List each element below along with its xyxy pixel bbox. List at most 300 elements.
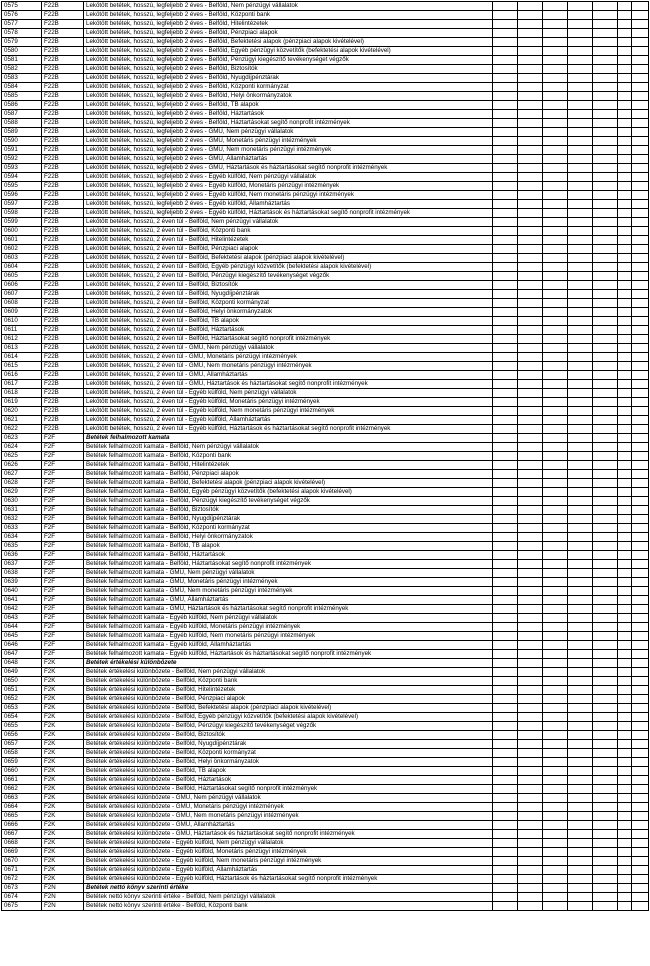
value-cell[interactable]	[632, 686, 649, 695]
value-cell[interactable]	[593, 236, 618, 245]
value-cell[interactable]	[543, 290, 568, 299]
value-cell[interactable]	[568, 830, 593, 839]
value-cell[interactable]	[518, 596, 543, 605]
value-cell[interactable]	[493, 29, 518, 38]
value-cell[interactable]	[618, 623, 632, 632]
value-cell[interactable]	[543, 506, 568, 515]
value-cell[interactable]	[518, 272, 543, 281]
value-cell[interactable]	[568, 416, 593, 425]
value-cell[interactable]	[493, 11, 518, 20]
value-cell[interactable]	[618, 515, 632, 524]
value-cell[interactable]	[632, 335, 649, 344]
value-cell[interactable]	[632, 254, 649, 263]
value-cell[interactable]	[632, 128, 649, 137]
value-cell[interactable]	[543, 362, 568, 371]
value-cell[interactable]	[493, 659, 518, 668]
value-cell[interactable]	[568, 893, 593, 902]
value-cell[interactable]	[632, 362, 649, 371]
value-cell[interactable]	[518, 479, 543, 488]
value-cell[interactable]	[543, 20, 568, 29]
value-cell[interactable]	[493, 2, 518, 11]
value-cell[interactable]	[543, 794, 568, 803]
value-cell[interactable]	[493, 749, 518, 758]
value-cell[interactable]	[543, 875, 568, 884]
value-cell[interactable]	[568, 704, 593, 713]
value-cell[interactable]	[632, 848, 649, 857]
value-cell[interactable]	[518, 821, 543, 830]
value-cell[interactable]	[593, 470, 618, 479]
value-cell[interactable]	[618, 488, 632, 497]
value-cell[interactable]	[568, 488, 593, 497]
value-cell[interactable]	[543, 821, 568, 830]
value-cell[interactable]	[543, 155, 568, 164]
value-cell[interactable]	[493, 47, 518, 56]
value-cell[interactable]	[493, 326, 518, 335]
value-cell[interactable]	[618, 695, 632, 704]
value-cell[interactable]	[543, 830, 568, 839]
value-cell[interactable]	[568, 713, 593, 722]
value-cell[interactable]	[618, 569, 632, 578]
value-cell[interactable]	[493, 488, 518, 497]
value-cell[interactable]	[568, 524, 593, 533]
value-cell[interactable]	[568, 497, 593, 506]
value-cell[interactable]	[543, 65, 568, 74]
value-cell[interactable]	[593, 668, 618, 677]
value-cell[interactable]	[568, 20, 593, 29]
value-cell[interactable]	[568, 749, 593, 758]
value-cell[interactable]	[618, 740, 632, 749]
value-cell[interactable]	[493, 722, 518, 731]
value-cell[interactable]	[518, 92, 543, 101]
value-cell[interactable]	[593, 866, 618, 875]
value-cell[interactable]	[543, 578, 568, 587]
value-cell[interactable]	[593, 344, 618, 353]
value-cell[interactable]	[568, 290, 593, 299]
value-cell[interactable]	[518, 686, 543, 695]
value-cell[interactable]	[618, 317, 632, 326]
value-cell[interactable]	[518, 749, 543, 758]
value-cell[interactable]	[568, 695, 593, 704]
value-cell[interactable]	[493, 803, 518, 812]
value-cell[interactable]	[593, 164, 618, 173]
value-cell[interactable]	[493, 452, 518, 461]
value-cell[interactable]	[618, 884, 632, 893]
value-cell[interactable]	[518, 362, 543, 371]
value-cell[interactable]	[543, 191, 568, 200]
value-cell[interactable]	[632, 146, 649, 155]
value-cell[interactable]	[493, 164, 518, 173]
value-cell[interactable]	[618, 344, 632, 353]
value-cell[interactable]	[543, 164, 568, 173]
value-cell[interactable]	[618, 29, 632, 38]
value-cell[interactable]	[543, 47, 568, 56]
value-cell[interactable]	[568, 812, 593, 821]
value-cell[interactable]	[518, 326, 543, 335]
value-cell[interactable]	[518, 461, 543, 470]
value-cell[interactable]	[618, 416, 632, 425]
value-cell[interactable]	[632, 272, 649, 281]
value-cell[interactable]	[593, 596, 618, 605]
value-cell[interactable]	[493, 281, 518, 290]
value-cell[interactable]	[493, 650, 518, 659]
value-cell[interactable]	[518, 848, 543, 857]
value-cell[interactable]	[543, 731, 568, 740]
value-cell[interactable]	[493, 731, 518, 740]
value-cell[interactable]	[518, 299, 543, 308]
value-cell[interactable]	[593, 281, 618, 290]
value-cell[interactable]	[493, 866, 518, 875]
value-cell[interactable]	[543, 92, 568, 101]
value-cell[interactable]	[593, 506, 618, 515]
value-cell[interactable]	[618, 155, 632, 164]
value-cell[interactable]	[618, 731, 632, 740]
value-cell[interactable]	[518, 578, 543, 587]
value-cell[interactable]	[632, 209, 649, 218]
value-cell[interactable]	[593, 380, 618, 389]
value-cell[interactable]	[518, 191, 543, 200]
value-cell[interactable]	[632, 569, 649, 578]
value-cell[interactable]	[593, 605, 618, 614]
value-cell[interactable]	[518, 110, 543, 119]
value-cell[interactable]	[518, 56, 543, 65]
value-cell[interactable]	[543, 209, 568, 218]
value-cell[interactable]	[518, 830, 543, 839]
value-cell[interactable]	[618, 722, 632, 731]
value-cell[interactable]	[593, 830, 618, 839]
value-cell[interactable]	[593, 137, 618, 146]
value-cell[interactable]	[618, 83, 632, 92]
value-cell[interactable]	[493, 371, 518, 380]
value-cell[interactable]	[568, 479, 593, 488]
value-cell[interactable]	[543, 29, 568, 38]
value-cell[interactable]	[518, 200, 543, 209]
value-cell[interactable]	[593, 101, 618, 110]
value-cell[interactable]	[593, 182, 618, 191]
value-cell[interactable]	[493, 623, 518, 632]
value-cell[interactable]	[632, 605, 649, 614]
value-cell[interactable]	[593, 146, 618, 155]
value-cell[interactable]	[632, 326, 649, 335]
value-cell[interactable]	[518, 128, 543, 137]
value-cell[interactable]	[632, 434, 649, 443]
value-cell[interactable]	[493, 263, 518, 272]
value-cell[interactable]	[593, 263, 618, 272]
value-cell[interactable]	[593, 335, 618, 344]
value-cell[interactable]	[593, 542, 618, 551]
value-cell[interactable]	[518, 731, 543, 740]
value-cell[interactable]	[593, 731, 618, 740]
value-cell[interactable]	[593, 200, 618, 209]
value-cell[interactable]	[568, 326, 593, 335]
value-cell[interactable]	[518, 551, 543, 560]
value-cell[interactable]	[618, 335, 632, 344]
value-cell[interactable]	[568, 263, 593, 272]
value-cell[interactable]	[618, 200, 632, 209]
value-cell[interactable]	[593, 227, 618, 236]
value-cell[interactable]	[493, 119, 518, 128]
value-cell[interactable]	[568, 380, 593, 389]
value-cell[interactable]	[618, 479, 632, 488]
value-cell[interactable]	[593, 209, 618, 218]
value-cell[interactable]	[618, 218, 632, 227]
value-cell[interactable]	[593, 785, 618, 794]
value-cell[interactable]	[593, 254, 618, 263]
value-cell[interactable]	[518, 542, 543, 551]
value-cell[interactable]	[593, 461, 618, 470]
value-cell[interactable]	[568, 137, 593, 146]
value-cell[interactable]	[543, 443, 568, 452]
value-cell[interactable]	[493, 398, 518, 407]
value-cell[interactable]	[632, 290, 649, 299]
value-cell[interactable]	[518, 389, 543, 398]
value-cell[interactable]	[568, 614, 593, 623]
value-cell[interactable]	[543, 236, 568, 245]
value-cell[interactable]	[593, 749, 618, 758]
value-cell[interactable]	[493, 587, 518, 596]
value-cell[interactable]	[493, 218, 518, 227]
value-cell[interactable]	[593, 434, 618, 443]
value-cell[interactable]	[518, 470, 543, 479]
value-cell[interactable]	[593, 272, 618, 281]
value-cell[interactable]	[593, 83, 618, 92]
value-cell[interactable]	[632, 65, 649, 74]
value-cell[interactable]	[632, 74, 649, 83]
value-cell[interactable]	[568, 902, 593, 911]
value-cell[interactable]	[593, 128, 618, 137]
value-cell[interactable]	[632, 668, 649, 677]
value-cell[interactable]	[593, 299, 618, 308]
value-cell[interactable]	[632, 857, 649, 866]
value-cell[interactable]	[632, 776, 649, 785]
value-cell[interactable]	[518, 614, 543, 623]
value-cell[interactable]	[543, 488, 568, 497]
value-cell[interactable]	[632, 623, 649, 632]
value-cell[interactable]	[593, 587, 618, 596]
value-cell[interactable]	[493, 317, 518, 326]
value-cell[interactable]	[632, 506, 649, 515]
value-cell[interactable]	[568, 56, 593, 65]
value-cell[interactable]	[493, 155, 518, 164]
value-cell[interactable]	[618, 785, 632, 794]
value-cell[interactable]	[618, 272, 632, 281]
value-cell[interactable]	[618, 632, 632, 641]
value-cell[interactable]	[618, 812, 632, 821]
value-cell[interactable]	[518, 677, 543, 686]
value-cell[interactable]	[568, 443, 593, 452]
value-cell[interactable]	[632, 20, 649, 29]
value-cell[interactable]	[543, 524, 568, 533]
value-cell[interactable]	[568, 155, 593, 164]
value-cell[interactable]	[632, 866, 649, 875]
value-cell[interactable]	[543, 245, 568, 254]
value-cell[interactable]	[493, 200, 518, 209]
value-cell[interactable]	[493, 677, 518, 686]
value-cell[interactable]	[618, 650, 632, 659]
value-cell[interactable]	[618, 551, 632, 560]
value-cell[interactable]	[543, 884, 568, 893]
value-cell[interactable]	[493, 479, 518, 488]
value-cell[interactable]	[593, 245, 618, 254]
value-cell[interactable]	[618, 902, 632, 911]
value-cell[interactable]	[518, 803, 543, 812]
value-cell[interactable]	[593, 38, 618, 47]
value-cell[interactable]	[618, 119, 632, 128]
value-cell[interactable]	[632, 632, 649, 641]
value-cell[interactable]	[518, 83, 543, 92]
value-cell[interactable]	[618, 299, 632, 308]
value-cell[interactable]	[543, 497, 568, 506]
value-cell[interactable]	[543, 416, 568, 425]
value-cell[interactable]	[493, 434, 518, 443]
value-cell[interactable]	[493, 101, 518, 110]
value-cell[interactable]	[618, 128, 632, 137]
value-cell[interactable]	[593, 2, 618, 11]
value-cell[interactable]	[593, 623, 618, 632]
value-cell[interactable]	[618, 875, 632, 884]
value-cell[interactable]	[543, 119, 568, 128]
value-cell[interactable]	[543, 695, 568, 704]
value-cell[interactable]	[618, 506, 632, 515]
value-cell[interactable]	[518, 164, 543, 173]
value-cell[interactable]	[568, 236, 593, 245]
value-cell[interactable]	[632, 542, 649, 551]
value-cell[interactable]	[568, 758, 593, 767]
value-cell[interactable]	[518, 515, 543, 524]
value-cell[interactable]	[493, 65, 518, 74]
value-cell[interactable]	[618, 407, 632, 416]
value-cell[interactable]	[618, 470, 632, 479]
value-cell[interactable]	[518, 20, 543, 29]
value-cell[interactable]	[618, 326, 632, 335]
value-cell[interactable]	[568, 578, 593, 587]
value-cell[interactable]	[493, 173, 518, 182]
value-cell[interactable]	[593, 92, 618, 101]
value-cell[interactable]	[518, 101, 543, 110]
value-cell[interactable]	[632, 551, 649, 560]
value-cell[interactable]	[568, 452, 593, 461]
value-cell[interactable]	[493, 254, 518, 263]
value-cell[interactable]	[568, 884, 593, 893]
value-cell[interactable]	[518, 659, 543, 668]
value-cell[interactable]	[543, 227, 568, 236]
value-cell[interactable]	[618, 65, 632, 74]
value-cell[interactable]	[493, 821, 518, 830]
value-cell[interactable]	[543, 641, 568, 650]
value-cell[interactable]	[568, 632, 593, 641]
value-cell[interactable]	[543, 686, 568, 695]
value-cell[interactable]	[493, 875, 518, 884]
value-cell[interactable]	[493, 353, 518, 362]
value-cell[interactable]	[593, 704, 618, 713]
value-cell[interactable]	[618, 56, 632, 65]
value-cell[interactable]	[518, 650, 543, 659]
value-cell[interactable]	[518, 857, 543, 866]
value-cell[interactable]	[568, 785, 593, 794]
value-cell[interactable]	[543, 182, 568, 191]
value-cell[interactable]	[518, 353, 543, 362]
value-cell[interactable]	[632, 830, 649, 839]
value-cell[interactable]	[593, 353, 618, 362]
value-cell[interactable]	[543, 704, 568, 713]
value-cell[interactable]	[568, 623, 593, 632]
value-cell[interactable]	[493, 425, 518, 434]
value-cell[interactable]	[493, 137, 518, 146]
value-cell[interactable]	[568, 362, 593, 371]
value-cell[interactable]	[518, 839, 543, 848]
value-cell[interactable]	[568, 254, 593, 263]
value-cell[interactable]	[543, 803, 568, 812]
value-cell[interactable]	[543, 335, 568, 344]
value-cell[interactable]	[618, 587, 632, 596]
value-cell[interactable]	[618, 254, 632, 263]
value-cell[interactable]	[543, 371, 568, 380]
value-cell[interactable]	[632, 812, 649, 821]
value-cell[interactable]	[493, 533, 518, 542]
value-cell[interactable]	[493, 758, 518, 767]
value-cell[interactable]	[568, 866, 593, 875]
value-cell[interactable]	[632, 695, 649, 704]
value-cell[interactable]	[543, 389, 568, 398]
value-cell[interactable]	[493, 92, 518, 101]
value-cell[interactable]	[518, 506, 543, 515]
value-cell[interactable]	[568, 668, 593, 677]
value-cell[interactable]	[493, 560, 518, 569]
value-cell[interactable]	[593, 794, 618, 803]
value-cell[interactable]	[518, 785, 543, 794]
value-cell[interactable]	[518, 623, 543, 632]
value-cell[interactable]	[632, 659, 649, 668]
value-cell[interactable]	[618, 101, 632, 110]
value-cell[interactable]	[593, 857, 618, 866]
value-cell[interactable]	[618, 38, 632, 47]
value-cell[interactable]	[543, 776, 568, 785]
value-cell[interactable]	[518, 713, 543, 722]
value-cell[interactable]	[543, 668, 568, 677]
value-cell[interactable]	[543, 461, 568, 470]
value-cell[interactable]	[632, 524, 649, 533]
value-cell[interactable]	[518, 893, 543, 902]
value-cell[interactable]	[632, 371, 649, 380]
value-cell[interactable]	[618, 497, 632, 506]
value-cell[interactable]	[618, 110, 632, 119]
value-cell[interactable]	[632, 389, 649, 398]
value-cell[interactable]	[593, 479, 618, 488]
value-cell[interactable]	[543, 434, 568, 443]
value-cell[interactable]	[618, 686, 632, 695]
value-cell[interactable]	[543, 758, 568, 767]
value-cell[interactable]	[593, 326, 618, 335]
value-cell[interactable]	[618, 452, 632, 461]
value-cell[interactable]	[493, 380, 518, 389]
value-cell[interactable]	[543, 560, 568, 569]
value-cell[interactable]	[632, 29, 649, 38]
value-cell[interactable]	[593, 47, 618, 56]
value-cell[interactable]	[632, 407, 649, 416]
value-cell[interactable]	[493, 110, 518, 119]
value-cell[interactable]	[493, 569, 518, 578]
value-cell[interactable]	[618, 47, 632, 56]
value-cell[interactable]	[543, 614, 568, 623]
value-cell[interactable]	[593, 839, 618, 848]
value-cell[interactable]	[543, 722, 568, 731]
value-cell[interactable]	[568, 875, 593, 884]
value-cell[interactable]	[618, 20, 632, 29]
value-cell[interactable]	[543, 650, 568, 659]
value-cell[interactable]	[593, 65, 618, 74]
value-cell[interactable]	[593, 497, 618, 506]
value-cell[interactable]	[493, 443, 518, 452]
value-cell[interactable]	[593, 20, 618, 29]
